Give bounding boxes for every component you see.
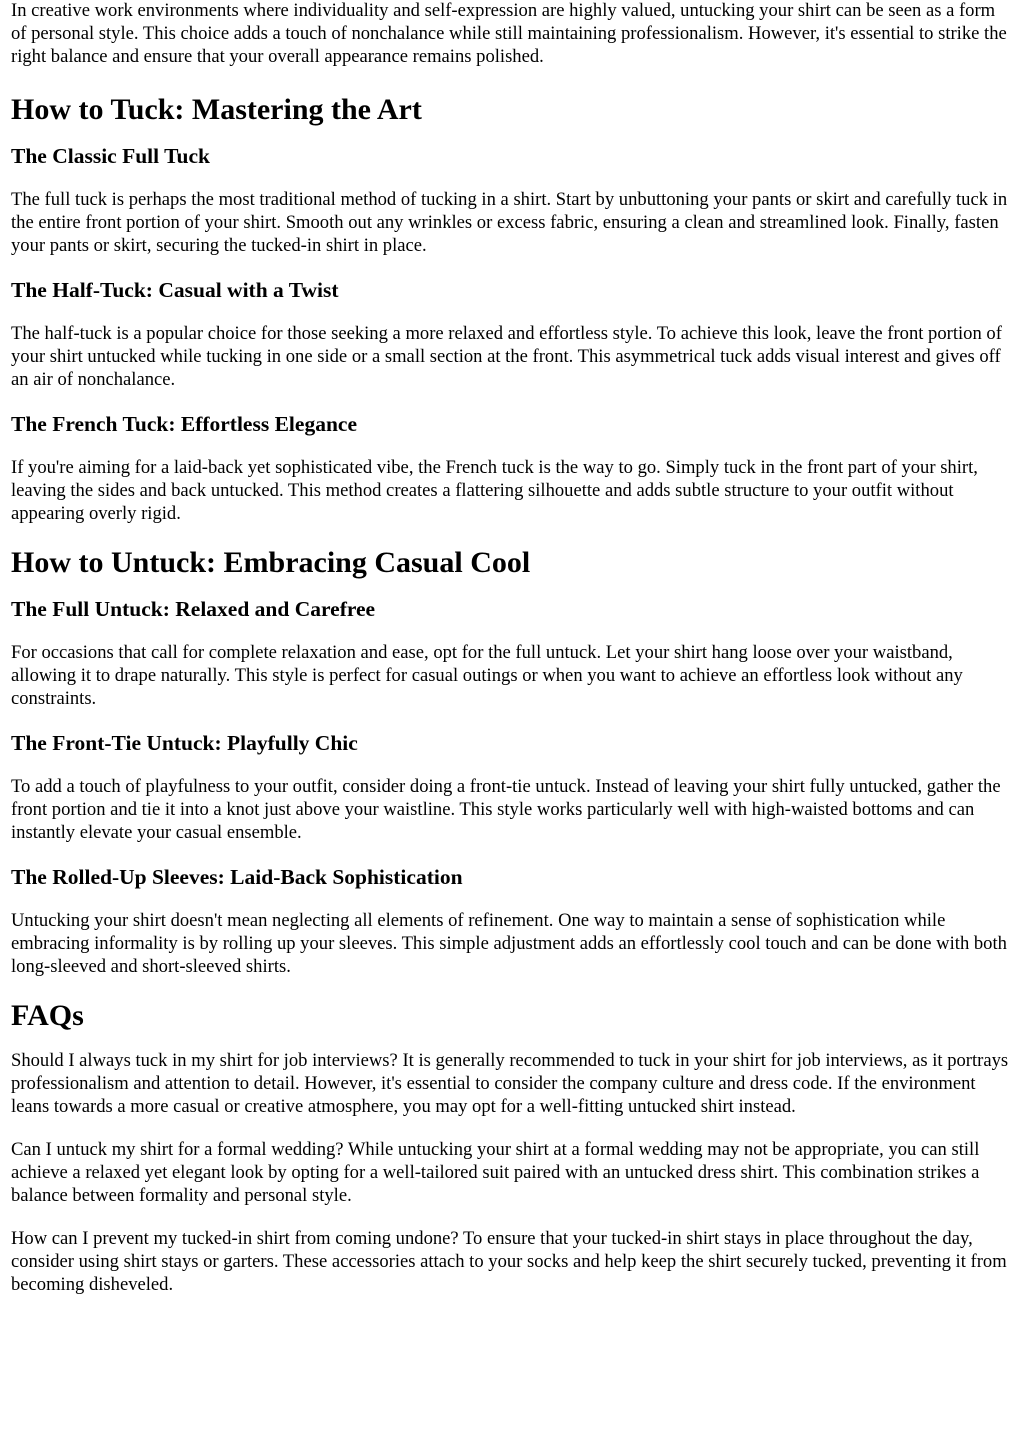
subheading-half-tuck: The Half-Tuck: Casual with a Twist <box>11 278 339 302</box>
subheading-front-tie-untuck: The Front-Tie Untuck: Playfully Chic <box>11 731 358 755</box>
subheading-french-tuck: The French Tuck: Effortless Elegance <box>11 412 357 436</box>
intro-paragraph: In creative work environments where individuality and self-expression are highly valued, untucking your shirt can be seen as a form of personal style. This choice adds a touch of nonchalance while still maintaining professionalism. However, it's essential to strike the right balance and ensure that your overall appearance remains polished. <box>11 0 1007 67</box>
subheading-full-untuck: The Full Untuck: Relaxed and Carefree <box>11 597 376 621</box>
faq-tucked-shirt-undone: How can I prevent my tucked-in shirt from coming undone? To ensure that your tucked-in shirt stays in place throughout the day, consider using shirt stays or garters. These accessories attach to your socks and help keep the shirt securely tucked, preventing it from becoming disheveled. <box>11 1228 1007 1295</box>
subheading-classic-full-tuck: The Classic Full Tuck <box>11 144 210 168</box>
paragraph-classic-full-tuck: The full tuck is perhaps the most traditional method of tucking in a shirt. Start by unbuttoning your pants or skirt and carefully tuck in the entire front portion of your shirt. Smooth out any wrinkles or excess fabric, ensuring a clean and streamlined look. Finally, fasten your pants or skirt, securing the tucked-in shirt in place. <box>11 189 1008 256</box>
paragraph-half-tuck: The half-tuck is a popular choice for those seeking a more relaxed and effortless style. To achieve this look, leave the front portion of your shirt untucked while tucking in one side or a small section at the front. This asymmetrical tuck adds visual interest and gives off an air of nonchalance. <box>11 323 1002 390</box>
faq-formal-wedding: Can I untuck my shirt for a formal wedding? While untucking your shirt at a formal wedding may not be appropriate, you can still achieve a relaxed yet elegant look by opting for a well-tailored suit paired with an untucked dress shirt. This combination strikes a balance between formality and personal style. <box>11 1139 980 1206</box>
faq-job-interviews: Should I always tuck in my shirt for job interviews? It is generally recommended to tuck in your shirt for job interviews, as it portrays professionalism and attention to detail. However, it's essential to consider the company culture and dress code. If the environment leans towards a more casual or creative atmosphere, you may opt for a well-fitting untucked shirt instead. <box>11 1050 1009 1117</box>
section-heading-untuck: How to Untuck: Embracing Casual Cool <box>11 546 531 579</box>
paragraph-rolled-up-sleeves: Untucking your shirt doesn't mean neglecting all elements of refinement. One way to maintain a sense of sophistication while embracing informality is by rolling up your sleeves. This simple adjustment adds an effortlessly cool touch and can be done with both long-sleeved and short-sleeved shirts. <box>11 910 1007 977</box>
paragraph-french-tuck: If you're aiming for a laid-back yet sophisticated vibe, the French tuck is the way to go. Simply tuck in the front part of your shirt, leaving the sides and back untucked. This method creates a flattering silhouette and adds subtle structure to your outfit without appearing overly rigid. <box>11 457 978 524</box>
paragraph-front-tie-untuck: To add a touch of playfulness to your outfit, consider doing a front-tie untuck. Instead of leaving your shirt fully untucked, gather the front portion and tie it into a knot just above your waistline. This style works particularly well with high-waisted bottoms and can instantly elevate your casual ensemble. <box>11 776 1001 843</box>
paragraph-full-untuck: For occasions that call for complete relaxation and ease, opt for the full untuck. Let your shirt hang loose over your waistband, allowing it to drape naturally. This style is perfect for casual outings or when you want to achieve an effortless look without any constraints. <box>11 642 963 709</box>
section-heading-tuck: How to Tuck: Mastering the Art <box>11 93 422 126</box>
section-heading-faqs: FAQs <box>11 999 84 1032</box>
subheading-rolled-up-sleeves: The Rolled-Up Sleeves: Laid-Back Sophistication <box>11 865 463 889</box>
